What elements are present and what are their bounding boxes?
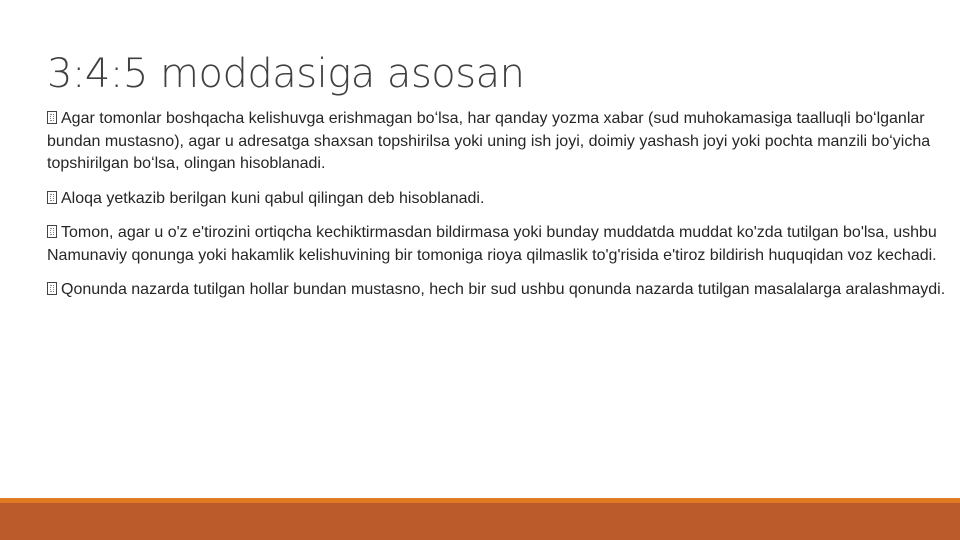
missing-glyph-box-icon xyxy=(47,191,57,204)
missing-glyph-box-icon xyxy=(47,225,57,238)
slide-title: 3:4:5 moddasiga asosan xyxy=(47,51,525,97)
slide-body xyxy=(47,108,947,314)
paragraph-4 xyxy=(47,279,947,302)
paragraph-3 xyxy=(47,222,947,267)
paragraph-3-text: Tomon, agar u o'z e'tirozini ortiqcha kechiktirmasdan bildirmasa yoki bunday muddatda muddat ko'zda tutilgan bo'lsa, ushbu Namunaviy qonunga yoki hakamlik kelishuvining bir tomoniga rioya qilmaslik to'g'risida e'tiroz bildirish huquqidan voz kechadi. xyxy=(47,224,937,264)
paragraph-1 xyxy=(47,108,947,176)
paragraph-2 xyxy=(47,188,947,211)
footer-band xyxy=(0,503,960,540)
missing-glyph-box-icon xyxy=(47,111,57,124)
paragraph-4-text: Qonunda nazarda tutilgan hollar bundan mustasno, hech bir sud ushbu qonunda nazarda tutilgan masalalarga aralashmaydi. xyxy=(61,281,946,298)
paragraph-2-text: Aloqa yetkazib berilgan kuni qabul qilingan deb hisoblanadi. xyxy=(61,189,485,207)
paragraph-1-text: Agar tomonlar boshqacha kelishuvga erishmagan boʻlsa, har qanday yozma xabar (sud muhokamasiga taalluqli boʻlganlar bundan mustasno), agar u adresatga shaxsan topshirilsa yoki uning ish joyi, doimiy yashash joyi yoki pochta manzili boʻyicha topshirilgan boʻlsa, olingan hisoblanadi. xyxy=(47,110,931,172)
missing-glyph-box-icon xyxy=(47,282,57,295)
